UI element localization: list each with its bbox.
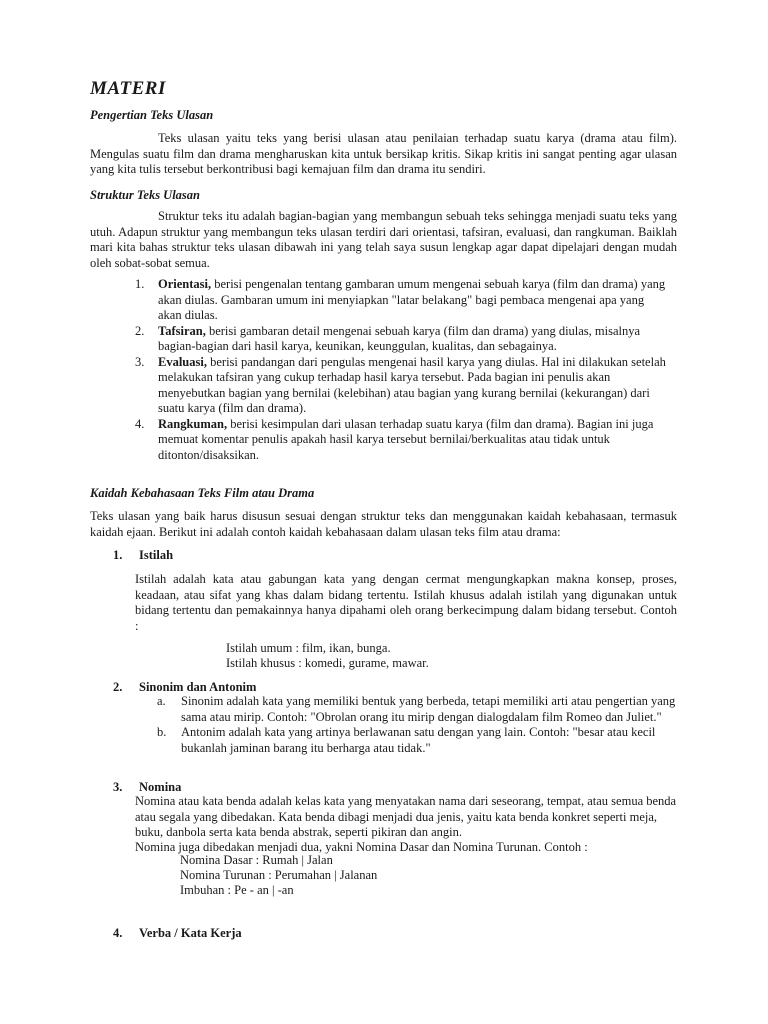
list-term: Rangkuman, bbox=[158, 416, 228, 431]
list-text: berisi kesimpulan dari ulasan terhadap suatu karya (film dan drama). Bagian ini juga memuat komentar penulis apakah hasil karya tersebut bernilai/berkualitas atau tidak untuk ditonton/disaksikan. bbox=[158, 416, 654, 462]
paragraph-pengertian: Teks ulasan yaitu teks yang berisi ulasan atau penilaian terhadap suatu karya (drama atau film). Mengulas suatu film dan drama mengharuskan kita untuk bersikap kritis. Sikap kritis ini sangat penting agar ulasan yang kita tulis tersebut berkontribusi bagi kemajuan film dan drama itu sendiri. bbox=[90, 131, 677, 176]
item-label: Verba / Kata Kerja bbox=[139, 926, 242, 940]
list-number: 1. bbox=[135, 277, 145, 291]
istilah-example-khusus: Istilah khusus : komedi, gurame, mawar. bbox=[226, 656, 429, 670]
list-text: berisi pandangan dari pengulas mengenai hasil karya yang diulas. Hal ini dilakukan setelah melakukan tafsiran yang cukup terhadap hasil karya tersebut. Pada bagian ini penulis akan menyebutkan bagian yang bernilai (kelebihan) atau bagian yang kurang bernilai (kekurangan) dari suatu karya (film dan drama). bbox=[158, 354, 666, 415]
list-text: Antonim adalah kata yang artinya berlawanan satu dengan yang lain. Contoh: "besar atau kecil bukanlah jaminan barang itu berharga atau tidak." bbox=[181, 725, 656, 755]
item-number: 1. bbox=[113, 548, 123, 562]
list-letter: b. bbox=[157, 725, 167, 739]
nomina-example-imbuhan: Imbuhan : Pe - an | -an bbox=[180, 883, 294, 897]
item-label: Nomina bbox=[139, 780, 182, 794]
item-label: Istilah bbox=[139, 548, 174, 562]
item-number: 2. bbox=[113, 680, 123, 694]
list-text: berisi gambaran detail mengenai sebuah karya (film dan drama) yang diulas, misalnya bagian-bagian dari hasil karya, keunikan, keunggulan, kualitas, dan sebagainya. bbox=[158, 323, 641, 353]
heading-pengertian: Pengertian Teks Ulasan bbox=[90, 108, 214, 122]
paragraph-kaidah: Teks ulasan yang baik harus disusun sesuai dengan struktur teks dan menggunakan kaidah kebahasaan, termasuk kaidah ejaan. Berikut ini adalah contoh kaidah kebahasaan dalam ulasan teks film atau drama: bbox=[90, 509, 677, 539]
paragraph-nomina: Nomina atau kata benda adalah kelas kata yang menyatakan nama dari seseorang, tempat, atau semua benda atau segala yang dibedakan. Kata benda dibagi menjadi dua jenis, yaitu kata benda konkret seperti meja, buku, danbola serta kata benda abstrak, seperti pikiran dan angin. bbox=[135, 794, 677, 839]
list-term: Orientasi, bbox=[158, 277, 212, 291]
list-text: berisi pengenalan tentang gambaran umum mengenai sebuah karya (film dan drama) yang akan diulas. Gambaran umum ini menyiapkan "latar belakang" bagi pembaca mengenai apa yang akan diulas. bbox=[158, 277, 666, 322]
list-number: 2. bbox=[135, 323, 145, 338]
kaidah-item-istilah bbox=[113, 548, 173, 563]
list-item bbox=[108, 355, 668, 417]
heading-kaidah: Kaidah Kebahasaan Teks Film atau Drama bbox=[90, 486, 315, 500]
list-item bbox=[108, 277, 668, 324]
list-term: Evaluasi, bbox=[158, 354, 207, 369]
heading-struktur: Struktur Teks Ulasan bbox=[90, 188, 200, 202]
list-letter: a. bbox=[157, 694, 166, 708]
paragraph-nomina-types: Nomina juga dibedakan menjadi dua, yakni Nomina Dasar dan Nomina Turunan. Contoh : bbox=[135, 840, 588, 854]
item-number: 4. bbox=[113, 926, 123, 940]
paragraph-struktur: Struktur teks itu adalah bagian-bagian yang membangun sebuah teks sehingga menjadi suatu teks yang utuh. Adapun struktur yang membangun teks ulasan terdiri dari orientasi, tafsiran, evaluasi, dan rangkuman. Baiklah mari kita bahas struktur teks ulasan dibawah ini yang telah saya susun lengkap agar dapat dipelajari dengan mudah oleh sobat-sobat semua. bbox=[90, 209, 677, 270]
list-text: Sinonim adalah kata yang memiliki bentuk yang berbeda, tetapi memiliki arti atau pengertian yang sama atau mirip. Contoh: "Obrolan orang itu mirip dengan dialogdalam film Romeo dan Juliet." bbox=[181, 694, 676, 724]
struktur-list bbox=[108, 277, 668, 463]
list-item bbox=[157, 725, 677, 756]
kaidah-item-sinonim bbox=[113, 680, 256, 695]
kaidah-item-nomina bbox=[113, 780, 181, 795]
list-item bbox=[157, 694, 677, 725]
paragraph-istilah: Istilah adalah kata atau gabungan kata yang dengan cermat mengungkapkan makna konsep, proses, keadaan, atau sifat yang khas dalam bidang tertentu. Istilah khusus adalah istilah yang digunakan untuk bidang tertentu dan pemakainnya hanya dipahami oleh orang berkecimpung dalam bidang tersebut. Contoh : bbox=[135, 572, 677, 633]
kaidah-item-verba bbox=[113, 926, 242, 941]
list-number: 3. bbox=[135, 354, 145, 369]
list-term: Tafsiran, bbox=[158, 323, 206, 338]
list-number: 4. bbox=[135, 416, 145, 431]
item-label: Sinonim dan Antonim bbox=[139, 680, 257, 694]
sinonim-list bbox=[157, 694, 677, 756]
nomina-example-dasar: Nomina Dasar : Rumah | Jalan bbox=[180, 853, 333, 867]
list-item bbox=[108, 417, 668, 464]
page-title: MATERI bbox=[90, 78, 166, 99]
istilah-example-umum: Istilah umum : film, ikan, bunga. bbox=[226, 641, 391, 655]
item-number: 3. bbox=[113, 780, 123, 794]
nomina-example-turunan: Nomina Turunan : Perumahan | Jalanan bbox=[180, 868, 378, 882]
list-item bbox=[108, 324, 668, 355]
